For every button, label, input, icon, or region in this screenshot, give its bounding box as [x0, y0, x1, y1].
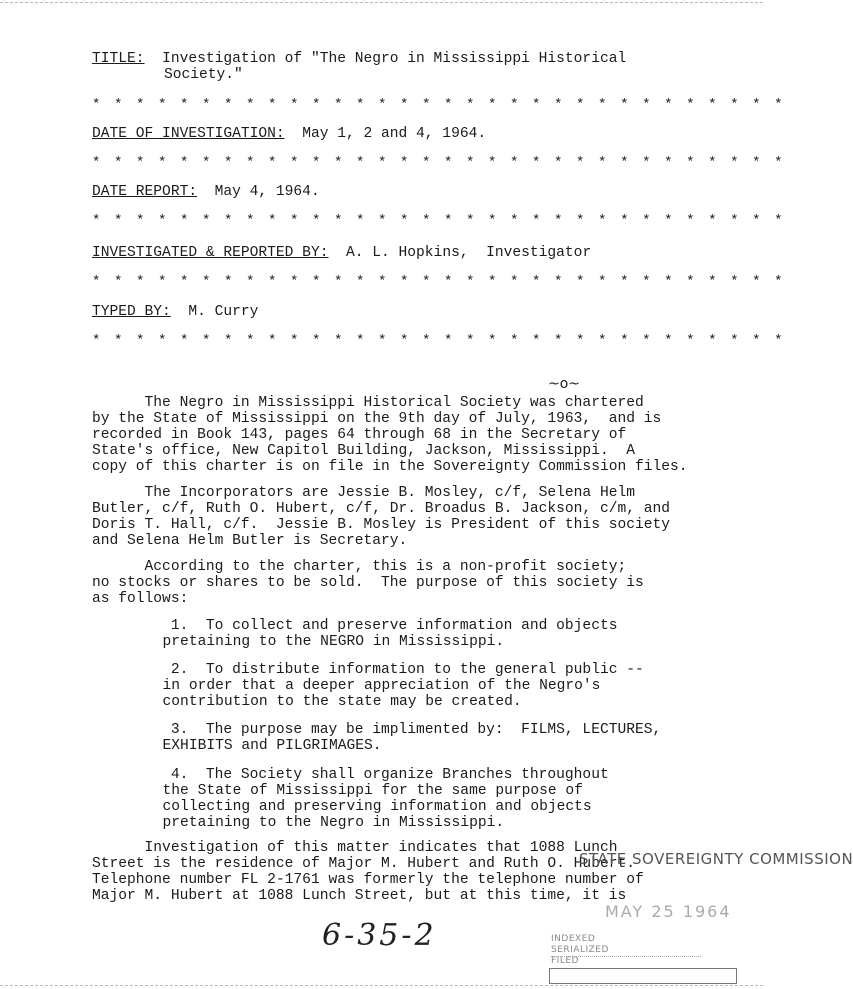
- handwritten-tick-mark: ~o~: [548, 376, 581, 392]
- p4-line-4: Major M. Hubert at 1088 Lunch Street, but at this time, it is: [92, 888, 627, 904]
- p2-line-4: and Selena Helm Butler is Secretary.: [92, 533, 408, 549]
- typed-row: [92, 304, 258, 320]
- investigated-row: [92, 245, 591, 261]
- stamp-date: MAY 25 1964: [605, 902, 732, 921]
- date-report-label: DATE REPORT:: [92, 184, 198, 200]
- item-1-line-1: 1. To collect and preserve information and objects: [92, 618, 618, 634]
- stamp-serialized: SERIALIZED: [551, 945, 609, 955]
- date-investigation-value: May 1, 2 and 4, 1964.: [302, 126, 487, 142]
- p1-line-4: State's office, New Capitol Building, Jackson, Mississippi. A: [92, 443, 635, 459]
- date-investigation-label: DATE OF INVESTIGATION:: [92, 126, 285, 142]
- p4-line-2: Street is the residence of Major M. Hubert and Ruth O. Hubert.: [92, 856, 635, 872]
- date-report-value: May 4, 1964.: [214, 184, 320, 200]
- p3-line-1: According to the charter, this is a non-profit society;: [92, 559, 627, 575]
- investigated-value: A. L. Hopkins, Investigator: [345, 245, 592, 261]
- item-2-line-1: 2. To distribute information to the general public --: [92, 662, 644, 678]
- title-line-1: Investigation of "The Negro in Mississippi Historical: [162, 51, 627, 67]
- title-line-2: Society.": [164, 67, 243, 83]
- p1-line-1: The Negro in Mississippi Historical Society was chartered: [92, 395, 644, 411]
- p3-line-3: as follows:: [92, 591, 189, 607]
- item-4-line-2: the State of Mississippi for the same purpose of: [110, 783, 583, 799]
- item-2-line-3: contribution to the state may be created.: [110, 694, 522, 710]
- typed-value: M. Curry: [188, 304, 259, 320]
- item-4-line-3: collecting and preserving information and objects: [110, 799, 592, 815]
- top-edge-rule: [0, 2, 763, 3]
- star-divider-3: * * * * * * * * * * * * * * * * * * * * * * * * * * * * * * * *: [92, 213, 786, 229]
- star-divider-1: * * * * * * * * * * * * * * * * * * * * * * * * * * * * * * * *: [92, 97, 786, 113]
- typed-label: TYPED BY:: [92, 304, 171, 320]
- item-3-line-2: EXHIBITS and PILGRIMAGES.: [110, 738, 382, 754]
- p2-line-1: The Incorporators are Jessie B. Mosley, c/f, Selena Helm: [92, 485, 635, 501]
- star-divider-2: * * * * * * * * * * * * * * * * * * * * * * * * * * * * * * * *: [92, 155, 786, 171]
- stamp-frame: [549, 968, 737, 984]
- title-row: [92, 51, 626, 67]
- item-4-line-1: 4. The Society shall organize Branches throughout: [92, 767, 609, 783]
- p1-line-5: copy of this charter is on file in the Sovereignty Commission files.: [92, 459, 688, 475]
- star-divider-5: * * * * * * * * * * * * * * * * * * * * * * * * * * * * * * * *: [92, 333, 786, 349]
- p2-line-3: Doris T. Hall, c/f. Jessie B. Mosley is President of this society: [92, 517, 671, 533]
- title-label: TITLE:: [92, 51, 145, 67]
- item-1-line-2: pretaining to the NEGRO in Mississippi.: [110, 634, 505, 650]
- stamp-filed: FILED: [551, 956, 579, 966]
- stamp-title: STATE SOVEREIGNTY COMMISSION: [579, 850, 853, 868]
- p1-line-2: by the State of Mississippi on the 9th day of July, 1963, and is: [92, 411, 662, 427]
- item-4-line-4: pretaining to the Negro in Mississippi.: [110, 815, 505, 831]
- investigated-label: INVESTIGATED & REPORTED BY:: [92, 245, 329, 261]
- p4-line-1: Investigation of this matter indicates that 1088 Lunch: [92, 840, 618, 856]
- date-report-row: [92, 184, 320, 200]
- stamp-indexed: INDEXED: [551, 934, 596, 944]
- item-3-line-1: 3. The purpose may be implimented by: FILMS, LECTURES,: [92, 722, 662, 738]
- commission-stamp: [545, 850, 853, 984]
- p1-line-3: recorded in Book 143, pages 64 through 68 in the Secretary of: [92, 427, 627, 443]
- p2-line-2: Butler, c/f, Ruth O. Hubert, c/f, Dr. Broadus B. Jackson, c/m, and: [92, 501, 671, 517]
- handwritten-file-number: 6-35-2: [322, 918, 437, 953]
- p4-line-3: Telephone number FL 2-1761 was formerly the telephone number of: [92, 872, 644, 888]
- item-2-line-2: in order that a deeper appreciation of the Negro's: [110, 678, 601, 694]
- p3-line-2: no stocks or shares to be sold. The purpose of this society is: [92, 575, 644, 591]
- star-divider-4: * * * * * * * * * * * * * * * * * * * * * * * * * * * * * * * *: [92, 274, 786, 290]
- bottom-edge-rule: [0, 985, 763, 986]
- date-investigation-row: [92, 126, 486, 142]
